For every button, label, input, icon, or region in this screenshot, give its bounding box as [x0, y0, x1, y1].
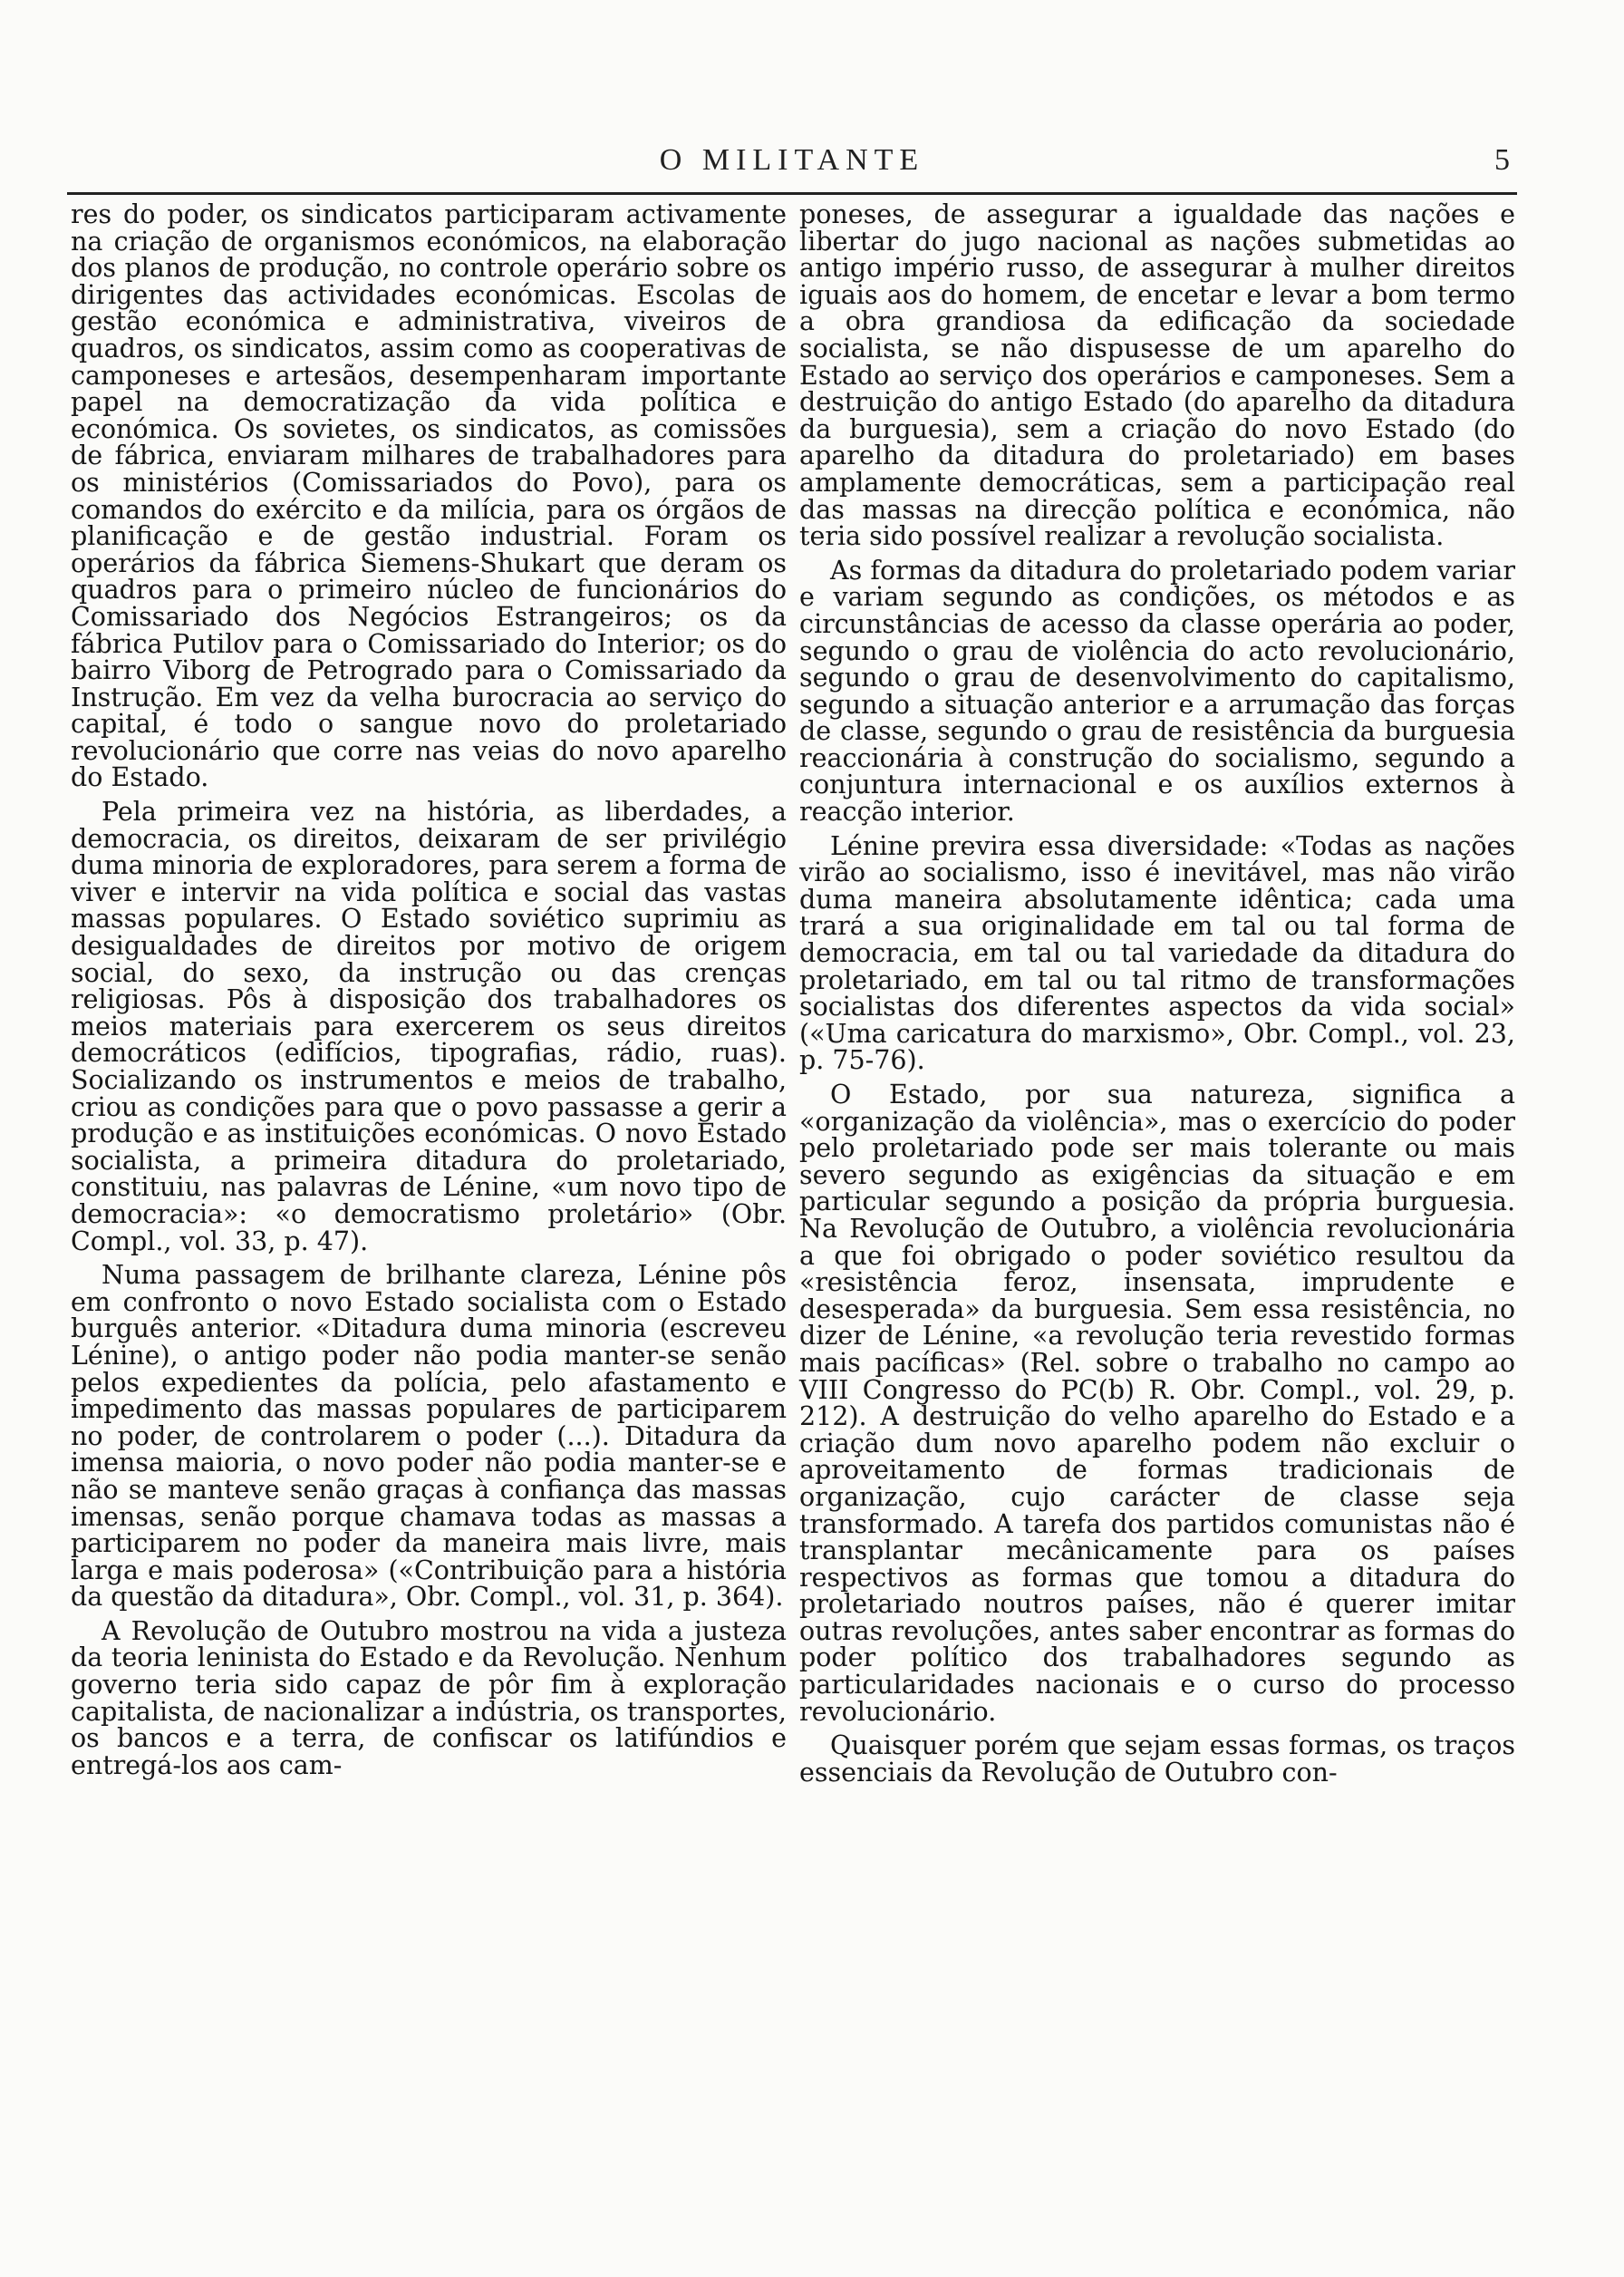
paragraph: Numa passagem de brilhante clareza, Lénine pôs em confronto o novo Estado socialista com o Estado burguês anterior. «Ditadura duma minoria (escreveu Lénine), o antigo poder não podia manter-se senão pelos expedientes da polícia, pelo afastamento e impedimento das massas populares de participarem no poder, de controlarem o poder (...). Ditadura da imensa maioria, o novo poder não podia manter-se e não se manteve senão graças à confiança das massas imensas, senão porque chamava todas as massas a participarem no poder da maneira mais livre, mais larga e mais poderosa» («Contribuição para a história da questão da ditadura», Obr. Compl., vol. 31, p. 364).	[71, 1260, 787, 1613]
paragraph: res do poder, os sindicatos participaram activamente na criação de organismos económicos, na elaboração dos planos de produção, no controle operário sobre os dirigentes das actividades económicas. Escolas de gestão económica e administrativa, viveiros de quadros, os sindicatos, assim como as cooperativas de camponeses e artesãos, desempenharam importante papel na democratização da vida política e económica. Os sovietes, os sindicatos, as comissões de fábrica, enviaram milhares de trabalhadores para os ministérios (Comissariados do Povo), para os comandos do exército e da milícia, para os órgãos de planificação e de gestão industrial. Foram os operários da fábrica Siemens-Shukart que deram os quadros para o primeiro núcleo de funcionários do Comissariado dos Negócios Estrangeiros; os da fábrica Putilov para o Comissariado do Interior; os do bairro Viborg de Petrogrado para o Comissariado da Instrução. Em vez da velha burocracia ao serviço do capital, é todo o sangue novo do proletariado revolucionário que corre nas veias do novo aparelho do Estado.	[71, 199, 787, 793]
paragraph: poneses, de assegurar a igualdade das nações e libertar do jugo nacional as nações submetidas ao antigo império russo, de assegurar à mulher direitos iguais aos do homem, de encetar e levar a bom termo a obra grandiosa da edificação da sociedade socialista, se não dispusesse de um aparelho do Estado ao serviço dos operários e camponeses. Sem a destruição do antigo Estado (do aparelho da ditadura da burguesia), sem a criação do novo Estado (do aparelho da ditadura do proletariado) em bases amplamente democráticas, sem a participação real das massas na direcção política e económica, não teria sido possível realizar a revolução socialista.	[799, 199, 1515, 552]
paragraph: Quaisquer porém que sejam essas formas, os traços essenciais da Revolução de Outubro con-	[799, 1730, 1515, 1788]
paragraph: As formas da ditadura do proletariado podem variar e variam segundo as condições, os métodos e as circunstâncias de acesso da classe operária ao poder, segundo o grau de violência do acto revolucionário, segundo o grau de desenvolvimento do capitalismo, segundo a situação anterior e a arrumação das forças de classe, segundo o grau de resistência da burguesia reaccionária à construção do socialismo, segundo a conjuntura internacional e os auxílios externos à reacção interior.	[799, 555, 1515, 828]
right-column	[799, 201, 1515, 1793]
paragraph: Pela primeira vez na história, as liberdades, a democracia, os direitos, deixaram de ser privilégio duma minoria de exploradores, para serem a forma de viver e intervir na vida política e social das vastas massas populares. O Estado soviético suprimiu as desigualdades de direitos por motivo de origem social, do sexo, da instrução ou das crenças religiosas. Pôs à disposição dos trabalhadores os meios materiais para exercerem os seus direitos democráticos (edifícios, tipografias, rádio, ruas). Socializando os instrumentos e meios de trabalho, criou as condições para que o povo passasse a gerir a produção e as instituições económicas. O novo Estado socialista, a primeira ditadura do proletariado, constituiu, nas palavras de Lénine, «um novo tipo de democracia»: «o democratismo proletário» (Obr. Compl., vol. 33, p. 47).	[71, 797, 787, 1256]
page-header	[67, 136, 1517, 189]
paragraph: A Revolução de Outubro mostrou na vida a justeza da teoria leninista do Estado e da Revolução. Nenhum governo teria sido capaz de pôr fim à exploração capitalista, de nacionalizar a indústria, os transportes, os bancos e a terra, de confiscar os latifúndios e entregá-los aos cam-	[71, 1615, 787, 1780]
left-column	[71, 201, 787, 1786]
paragraph: O Estado, por sua natureza, significa a «organização da violência», mas o exercício do poder pelo proletariado pode ser mais tolerante ou mais severo segundo as exigências da situação e em particular segundo a posição da própria burguesia. Na Revolução de Outubro, a violência revolucionária a que foi obrigado o poder soviético resultou da «resistência feroz, insensata, imprudente e desesperada» da burguesia. Sem essa resistência, no dizer de Lénine, «a revolução teria revestido formas mais pacíficas» (Rel. sobre o trabalho no campo ao VIII Congresso do PC(b) R. Obr. Compl., vol. 29, p. 212). A destruição do velho aparelho do Estado e a criação dum novo aparelho podem não excluir o aproveitamento de formas tradicionais de organização, cujo carácter de classe seja transformado. A tarefa dos partidos comunistas não é transplantar mecânicamente para os países respectivos as formas que tomou a ditadura do proletariado noutros países, não é querer imitar outras revoluções, antes saber encontrar as formas do poder político dos trabalhadores segundo as particularidades nacionais e o curso do processo revolucionário.	[799, 1080, 1515, 1727]
page-number: 5	[1494, 143, 1510, 177]
paragraph: Lénine previra essa diversidade: «Todas as nações virão ao socialismo, isso é inevitável, mas não virão duma maneira absolutamente idêntica; cada uma trará a sua originalidade em tal ou tal forma de democracia, em tal ou tal variedade da ditadura do proletariado, em tal ou tal ritmo de transformações socialistas dos diferentes aspectos da vida social» («Uma caricatura do marxismo», Obr. Compl., vol. 23, p. 75-76).	[799, 830, 1515, 1076]
header-rule	[67, 192, 1517, 195]
publication-title: O MILITANTE	[659, 143, 925, 177]
